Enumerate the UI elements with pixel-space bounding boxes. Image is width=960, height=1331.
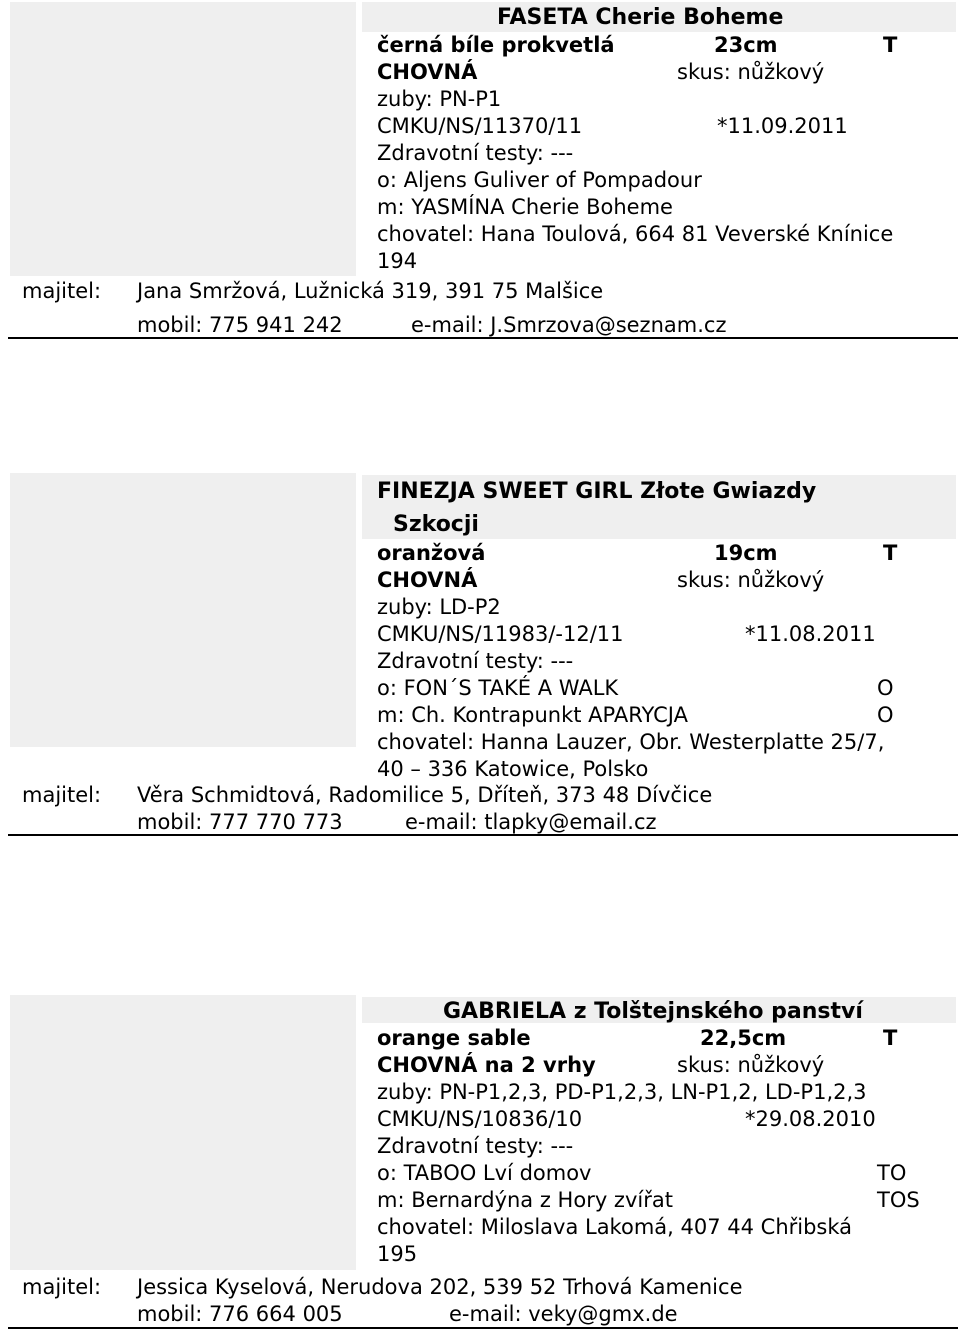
dog-registration: CMKU/NS/10836/10: [377, 1107, 583, 1131]
owner-phone: mobil: 775 941 242: [137, 313, 343, 337]
dog-bite: skus: nůžkový: [677, 1053, 825, 1077]
mother: m: Bernardýna z Hory zvířat: [377, 1188, 673, 1212]
breeder: chovatel: Miloslava Lakomá, 407 44 Chřibská: [377, 1215, 853, 1239]
owner: Jessica Kyselová, Nerudova 202, 539 52 Trhová Kamenice: [137, 1275, 743, 1299]
owner-label: majitel:: [22, 783, 102, 807]
test-mark: T: [883, 541, 898, 565]
dog-registration: CMKU/NS/11370/11: [377, 114, 583, 138]
dog-name: GABRIELA z Tolštejnského panství: [443, 999, 863, 1024]
dog-height: 23cm: [714, 33, 778, 57]
owner-label: majitel:: [22, 1275, 102, 1299]
test-mark: T: [883, 33, 898, 57]
health-tests: Zdravotní testy: ---: [377, 649, 574, 673]
father: o: Aljens Guliver of Pompadour: [377, 168, 702, 192]
dog-color: orange sable: [377, 1026, 531, 1050]
owner-email: e-mail: J.Smrzova@seznam.cz: [411, 313, 727, 337]
breeder-continued: 195: [377, 1242, 418, 1266]
owner-label: majitel:: [22, 279, 102, 303]
owner-email: e-mail: tlapky@email.cz: [405, 810, 657, 834]
owner-phone: mobil: 776 664 005: [137, 1302, 343, 1326]
father-test-mark: TO: [877, 1161, 907, 1185]
dog-bite: skus: nůžkový: [677, 568, 825, 592]
dog-name: FASETA Cherie Boheme: [497, 5, 784, 30]
owner-phone: mobil: 777 770 773: [137, 810, 343, 834]
owner: Jana Smržová, Lužnická 319, 391 75 Malšice: [137, 279, 604, 303]
dog-name: FINEZJA SWEET GIRL Złote Gwiazdy: [377, 479, 817, 504]
mother-test-mark: O: [877, 703, 894, 727]
breeder-continued: 194: [377, 249, 418, 273]
dog-teeth: zuby: PN-P1: [377, 87, 502, 111]
dog-teeth: zuby: PN-P1,2,3, PD-P1,2,3, LN-P1,2, LD-P1,2,3: [377, 1080, 867, 1104]
mother: m: YASMÍNA Cherie Boheme: [377, 195, 673, 219]
dog-name-continued: Szkocji: [393, 512, 479, 537]
dog-birth-date: *29.08.2010: [745, 1107, 876, 1131]
photo-placeholder: [10, 995, 356, 1270]
owner: Věra Schmidtová, Radomilice 5, Dříteň, 373 48 Dívčice: [137, 783, 713, 807]
dog-bite: skus: nůžkový: [677, 60, 825, 84]
dog-color: oranžová: [377, 541, 486, 565]
father: o: TABOO Lví domov: [377, 1161, 592, 1185]
divider: [8, 1327, 958, 1329]
breeder-continued: 40 – 336 Katowice, Polsko: [377, 757, 649, 781]
health-tests: Zdravotní testy: ---: [377, 1134, 574, 1158]
dog-birth-date: *11.08.2011: [745, 622, 876, 646]
dog-height: 19cm: [714, 541, 778, 565]
dog-teeth: zuby: LD-P2: [377, 595, 501, 619]
dog-sex: CHOVNÁ na 2 vrhy: [377, 1053, 596, 1077]
health-tests: Zdravotní testy: ---: [377, 141, 574, 165]
dog-height: 22,5cm: [700, 1026, 787, 1050]
owner-email: e-mail: veky@gmx.de: [449, 1302, 678, 1326]
dog-sex: CHOVNÁ: [377, 60, 478, 84]
father: o: FON´S TAKÉ A WALK: [377, 676, 619, 700]
mother: m: Ch. Kontrapunkt APARYCJA: [377, 703, 689, 727]
breeder: chovatel: Hanna Lauzer, Obr. Westerplatte 25/7,: [377, 730, 885, 754]
father-test-mark: O: [877, 676, 894, 700]
test-mark: T: [883, 1026, 898, 1050]
mother-test-mark: TOS: [877, 1188, 920, 1212]
dog-sex: CHOVNÁ: [377, 568, 478, 592]
dog-registration: CMKU/NS/11983/-12/11: [377, 622, 624, 646]
dog-birth-date: *11.09.2011: [717, 114, 848, 138]
breeder: chovatel: Hana Toulová, 664 81 Veverské Knínice: [377, 222, 894, 246]
dog-color: černá bíle prokvetlá: [377, 33, 615, 57]
